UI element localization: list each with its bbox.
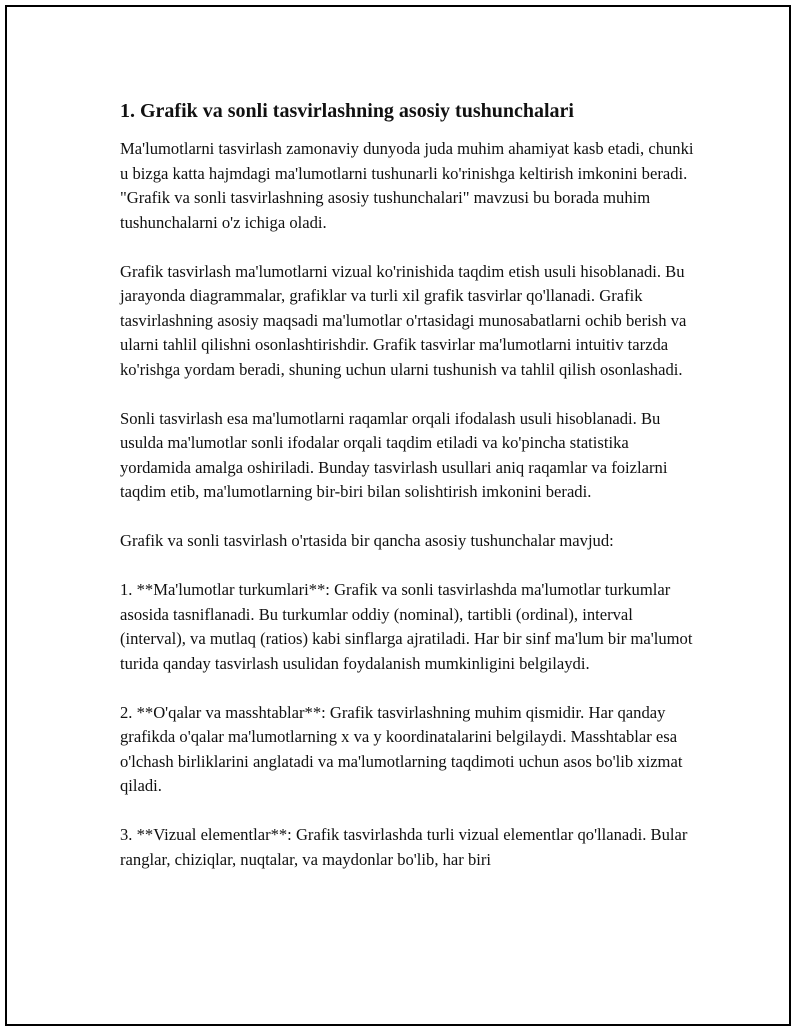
paragraph-concepts-lead: Grafik va sonli tasvirlash o'rtasida bir qancha asosiy tushunchalar mavjud: <box>120 531 614 550</box>
document-title: 1. Grafik va sonli tasvirlashning asosiy tushunchalari <box>120 100 574 122</box>
list-item-visual-elements: 3. **Vizual elementlar**: Grafik tasvirlashda turli vizual elementlar qo'llanadi. Bular ranglar, chiziqlar, nuqtalar, va maydonlar bo'lib, har biri <box>120 825 688 869</box>
list-item-data-categories: 1. **Ma'lumotlar turkumlari**: Grafik va sonli tasvirlashda ma'lumotlar turkumlar asosida tasniflanadi. Bu turkumlar oddiy (nominal), tartibli (ordinal), interval (interval), va mutlaq (ratios) kabi sinflarga ajratiladi. Har bir sinf ma'lum bir ma'lumot turida qanday tasvirlash usulidan foydalanish mumkinligini belgilaydi. <box>120 580 693 673</box>
document-body <box>120 97 695 897</box>
paragraph-intro: Ma'lumotlarni tasvirlash zamonaviy dunyoda juda muhim ahamiyat kasb etadi, chunki u bizga katta hajmdagi ma'lumotlarni tushunarli ko'rinishga keltirish imkonini beradi. "Grafik va sonli tasvirlashning asosiy tushunchalari" mavzusi bu borada muhim tushunchalarni o'z ichiga oladi. <box>120 139 694 232</box>
list-item-axes-scales: 2. **O'qalar va masshtablar**: Grafik tasvirlashning muhim qismidir. Har qanday grafikda o'qalar ma'lumotlarning x va y koordinatalarini belgilaydi. Masshtablar esa o'lchash birliklarini anglatadi va ma'lumotlarning taqdimoti uchun asos bo'lib xizmat qiladi. <box>120 702 683 795</box>
page-frame <box>5 5 791 1026</box>
paragraph-numeric: Sonli tasvirlash esa ma'lumotlarni raqamlar orqali ifodalash usuli hisoblanadi. Bu usulda ma'lumotlar sonli ifodalar orqali taqdim etiladi va ko'pincha statistika yordamida amalga oshiriladi. Bunday tasvirlash usullari aniq raqamlar va foizlarni taqdim etib, ma'lumotlarning bir-biri bilan solishtirish imkonini beradi. <box>120 408 668 501</box>
paragraph-graphic: Grafik tasvirlash ma'lumotlarni vizual ko'rinishida taqdim etish usuli hisoblanadi. Bu jarayonda diagrammalar, grafiklar va turli xil grafik tasvirlar qo'llanadi. Grafik tasvirlashning asosiy maqsadi ma'lumotlar o'rtasidagi munosabatlarni ochib berish va ularni tahlil qilishni osonlashtirishdir. Grafik tasvirlar ma'lumotlarni intuitiv tarzda ko'rishga yordam beradi, shuning uchun ularni tushunish va tahlil qilish osonlashadi. <box>120 261 687 379</box>
